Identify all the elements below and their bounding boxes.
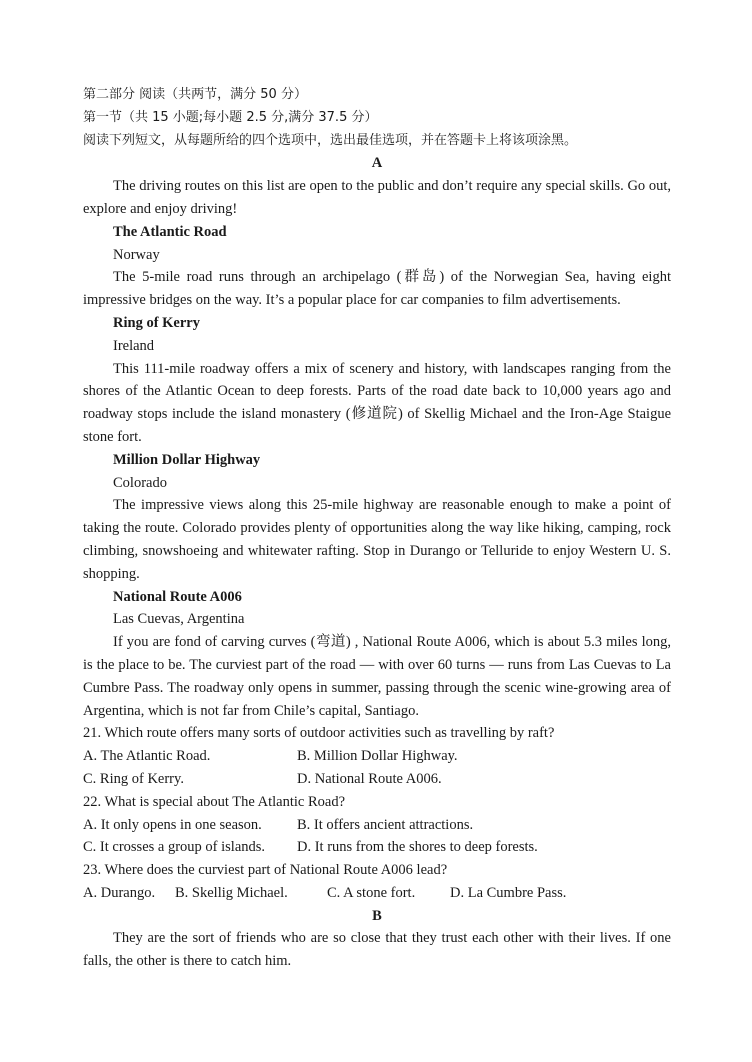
route-place: Colorado [113,474,167,491]
section-heading: 第一节（共 15 小题;每小题 2.5 分,满分 37.5 分） [83,109,378,125]
passage-a-intro: The driving routes on this list are open to the public and don’t require any special skills. Go out, explore and enjoy driving! [83,178,671,217]
route-place: Norway [113,246,160,263]
part-heading: 第二部分 阅读（共两节，满分 50 分） [83,87,307,102]
route-description: The 5-mile road runs through an archipelago (群岛) of the Norwegian Sea, having eight impressive bridges on the way. It’s a popular place for car companies to film advertisements. [83,269,671,309]
question-stem: 23. Where does the curviest part of National Route A006 lead? [83,862,448,879]
route-name: Ring of Kerry [113,314,200,331]
answer-option: A. Durango. [83,884,156,901]
answer-option: C. Ring of Kerry. [83,770,184,787]
route-name: National Route A006 [113,588,242,605]
passage-b-text: They are the sort of friends who are so close that they trust each other with their lives. If one falls, the other is there to catch him. [83,930,671,970]
answer-option: D. National Route A006. [297,770,442,787]
answer-option: A. It only opens in one season. [83,816,262,833]
answer-option: B. It offers ancient attractions. [297,816,474,833]
passage-a-label: A [371,155,383,172]
route-name: The Atlantic Road [113,223,227,240]
route-place: Ireland [113,337,155,354]
route-place: Las Cuevas, Argentina [113,611,245,628]
passage-b-label: B [372,907,382,924]
answer-option: B. Skellig Michael. [175,884,288,901]
answer-option: B. Million Dollar Highway. [297,748,458,765]
answer-option: D. It runs from the shores to deep forests. [297,839,538,856]
question-stem: 22. What is special about The Atlantic Road? [83,793,346,810]
route-name: Million Dollar Highway [113,451,261,468]
instructions: 阅读下列短文，从每题所给的四个选项中，选出最佳选项，并在答题卡上将该项涂黑。 [83,132,578,148]
question-stem: 21. Which route offers many sorts of outdoor activities such as travelling by raft? [83,725,555,742]
route-description: The impressive views along this 25-mile highway are reasonable enough to make a point of taking the route. Colorado provides plenty of opportunities along the way like hiking, camping, rock climbing, snowshoeing and whitewater rafting. Stop in Durango or Telluride to enjoy Western U. S. shopping. [83,497,671,582]
answer-option: C. It crosses a group of islands. [83,839,266,856]
answer-option: A. The Atlantic Road. [83,748,211,765]
route-description: This 111-mile roadway offers a mix of scenery and history, with landscapes ranging from the shores of the Atlantic Ocean to deep forests. Parts of the road date back to 10,000 years ago and roadway stops include the island monastery (修道院) of Skellig Michael and the Iron-Age Staigue stone fort. [83,360,671,445]
answer-option: D. La Cumbre Pass. [450,884,567,901]
answer-option: C. A stone fort. [327,884,416,901]
exam-page [83,84,671,973]
route-description: If you are fond of carving curves (弯道) , National Route A006, which is about 5.3 miles long, is the place to be. The curviest part of the road — with over 60 turns — runs from Las Cuevas to La Cumbre Pass. The roadway only opens in summer, passing through the scenic wine-growing area of Argentina, which is not far from Chile’s capital, Santiago. [83,634,671,719]
